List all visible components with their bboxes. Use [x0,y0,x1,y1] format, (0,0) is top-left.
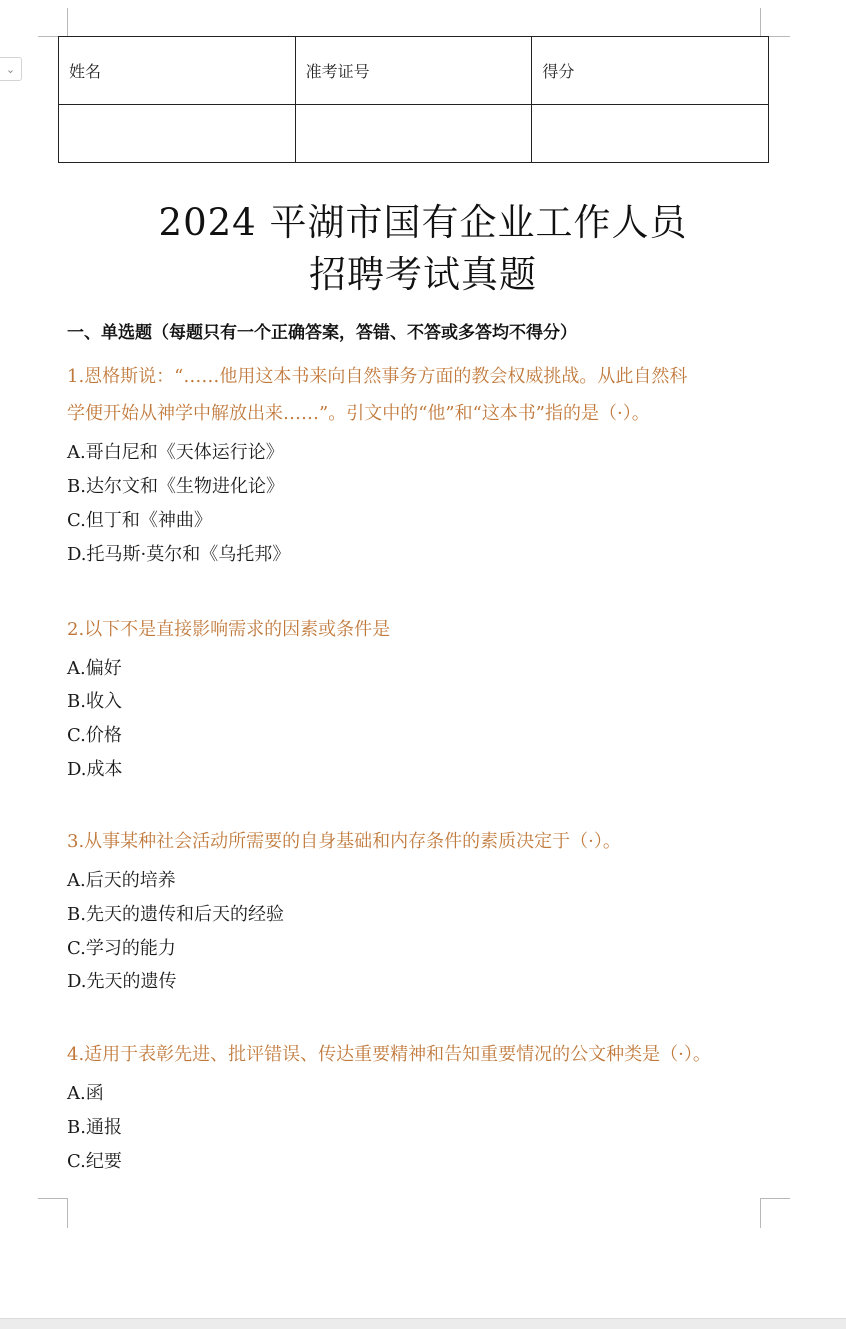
name-header-cell: 姓名 [59,37,296,105]
name-value-cell[interactable] [59,105,296,163]
question-2-option-b: B.收入 [67,691,122,712]
question-1-option-c: C.但丁和《神曲》 [67,510,212,531]
crop-mark-bottom-left-h [38,1198,68,1199]
question-3-line-1: 3.从事某种社会活动所需要的自身基础和内存条件的素质决定于（·）。 [67,831,621,852]
question-3-option-b: B.先天的遗传和后天的经验 [67,904,284,925]
question-2-line-1: 2.以下不是直接影响需求的因素或条件是 [67,619,391,640]
chevron-down-icon: ⌄ [5,62,16,76]
question-1-option-b: B.达尔文和《生物进化论》 [67,476,284,497]
crop-mark-top-left-v [67,8,68,36]
candidate-info-table [58,36,769,163]
document-title-line-2: 招聘考试真题 [309,253,537,296]
bottom-status-strip [0,1318,846,1329]
question-2-option-a: A.偏好 [67,658,122,679]
crop-mark-bottom-right-h [760,1198,790,1199]
question-4-line-1: 4.适用于表彰先进、批评错误、传达重要精神和告知重要情况的公文种类是（·）。 [67,1044,711,1065]
table-input-row [59,105,769,163]
question-3-option-d: D.先天的遗传 [67,971,177,992]
question-1-option-a: A.哥白尼和《天体运行论》 [67,442,284,463]
question-4-option-a: A.函 [67,1083,104,1104]
question-2-option-d: D.成本 [67,759,123,780]
document-title-line-1: 2024 平湖市国有企业工作人员 [158,201,688,244]
table-header-row [59,37,769,105]
question-3-option-c: C.学习的能力 [67,938,176,959]
crop-mark-bottom-right-v [760,1198,761,1228]
exam-id-value-cell[interactable] [295,105,532,163]
question-1-line-1: 1.恩格斯说：“……他用这本书来向自然事务方面的教会权威挑战。从此自然科 [67,366,688,387]
question-3-option-a: A.后天的培养 [67,870,176,891]
score-header-cell: 得分 [532,37,769,105]
question-4-option-b: B.通报 [67,1117,122,1138]
question-1-line-2: 学便开始从神学中解放出来……”。引文中的“他”和“这本书”指的是（·）。 [67,403,650,424]
question-2-option-c: C.价格 [67,725,122,746]
score-value-cell[interactable] [532,105,769,163]
crop-mark-top-right-v [760,8,761,36]
side-control[interactable] [0,57,22,81]
crop-mark-bottom-left-v [67,1198,68,1228]
section-heading: 一、单选题（每题只有一个正确答案，答错、不答或多答均不得分） [67,323,577,343]
question-4-option-c: C.纪要 [67,1151,122,1172]
exam-id-header-cell: 准考证号 [295,37,532,105]
question-1-option-d: D.托马斯·莫尔和《乌托邦》 [67,544,291,565]
